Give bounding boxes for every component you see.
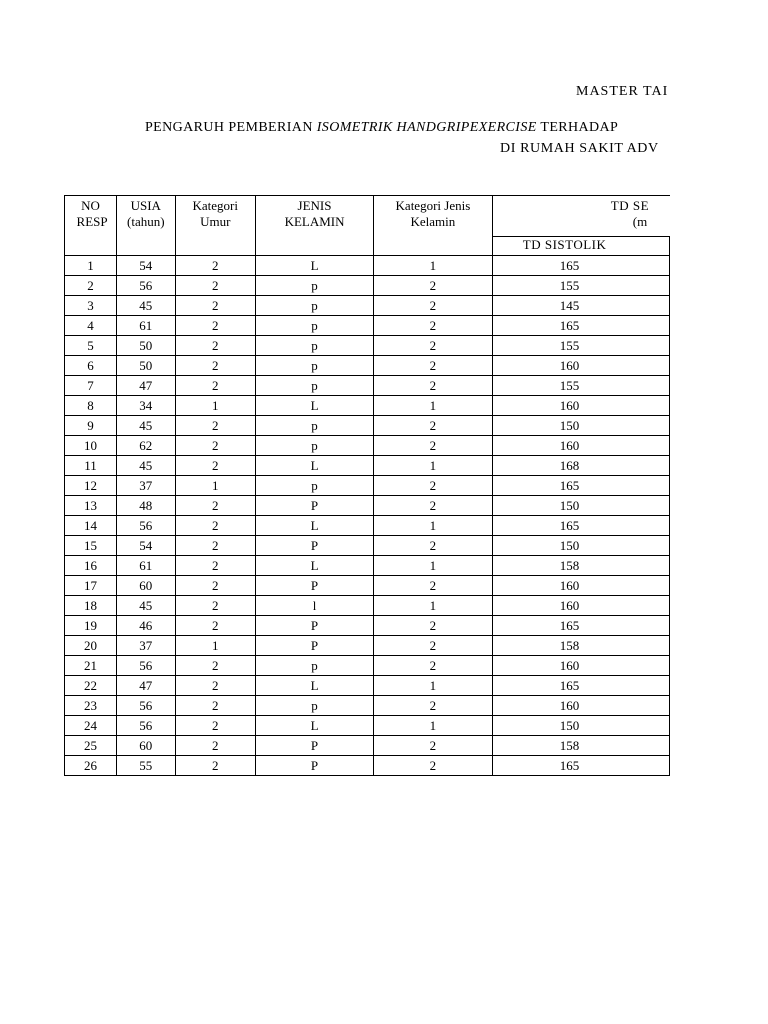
cell-jenis-kelamin: L <box>256 256 374 276</box>
cell-no-resp: 14 <box>65 516 117 536</box>
cell-no-resp: 13 <box>65 496 117 516</box>
table-row <box>65 556 670 576</box>
cell-kategori-jenis-kelamin: 1 <box>374 556 493 576</box>
col-header-usia <box>117 196 175 256</box>
table-row <box>65 296 670 316</box>
cell-kategori-umur: 2 <box>175 336 256 356</box>
cell-usia: 37 <box>117 476 175 496</box>
cell-jenis-kelamin: P <box>256 636 374 656</box>
cell-kategori-umur: 2 <box>175 376 256 396</box>
cell-usia: 48 <box>117 496 175 516</box>
cell-kategori-jenis-kelamin: 2 <box>374 536 493 556</box>
cell-no-resp: 6 <box>65 356 117 376</box>
col-header-no-resp <box>65 196 117 256</box>
cell-jenis-kelamin: P <box>256 756 374 776</box>
table-row <box>65 576 670 596</box>
col-header-td-group <box>492 196 669 237</box>
table-row <box>65 756 670 776</box>
cell-usia: 34 <box>117 396 175 416</box>
cell-kategori-jenis-kelamin: 2 <box>374 436 493 456</box>
cell-td-sistolik: 160 <box>492 396 669 416</box>
col-header-kategori-jenis-kelamin <box>374 196 493 256</box>
cell-usia: 47 <box>117 376 175 396</box>
cell-td-sistolik: 160 <box>492 356 669 376</box>
cell-kategori-jenis-kelamin: 1 <box>374 516 493 536</box>
cell-jenis-kelamin: p <box>256 336 374 356</box>
cell-usia: 45 <box>117 596 175 616</box>
cell-td-sistolik: 160 <box>492 576 669 596</box>
cell-no-resp: 25 <box>65 736 117 756</box>
cell-no-resp: 19 <box>65 616 117 636</box>
cell-usia: 56 <box>117 716 175 736</box>
cell-usia: 54 <box>117 256 175 276</box>
cell-jenis-kelamin: L <box>256 456 374 476</box>
cell-jenis-kelamin: P <box>256 616 374 636</box>
cell-td-sistolik: 165 <box>492 616 669 636</box>
cell-jenis-kelamin: p <box>256 436 374 456</box>
cell-jenis-kelamin: p <box>256 276 374 296</box>
cell-td-sistolik: 165 <box>492 756 669 776</box>
table-row <box>65 656 670 676</box>
cell-kategori-umur: 2 <box>175 716 256 736</box>
cell-td-sistolik: 165 <box>492 316 669 336</box>
cell-jenis-kelamin: P <box>256 576 374 596</box>
cell-td-sistolik: 160 <box>492 596 669 616</box>
cell-usia: 60 <box>117 576 175 596</box>
cell-kategori-jenis-kelamin: 1 <box>374 396 493 416</box>
cell-kategori-umur: 2 <box>175 496 256 516</box>
cell-kategori-umur: 2 <box>175 436 256 456</box>
cell-no-resp: 26 <box>65 756 117 776</box>
table-row <box>65 456 670 476</box>
cell-td-sistolik: 158 <box>492 636 669 656</box>
cell-td-sistolik: 155 <box>492 336 669 356</box>
col-header-kategori-jenis-kelamin-label: Kategori Jenis Kelamin <box>395 198 471 229</box>
cell-kategori-umur: 2 <box>175 616 256 636</box>
cell-usia: 37 <box>117 636 175 656</box>
table-row <box>65 516 670 536</box>
cell-kategori-umur: 2 <box>175 516 256 536</box>
table-row <box>65 276 670 296</box>
cell-kategori-umur: 2 <box>175 456 256 476</box>
table-body <box>65 256 670 776</box>
cell-kategori-jenis-kelamin: 2 <box>374 576 493 596</box>
subtitle-part1: PENGARUH PEMBERIAN <box>145 120 313 135</box>
cell-no-resp: 9 <box>65 416 117 436</box>
table-row <box>65 316 670 336</box>
page-subtitle-line2: DI RUMAH SAKIT ADV <box>500 141 659 156</box>
cell-kategori-jenis-kelamin: 2 <box>374 276 493 296</box>
cell-jenis-kelamin: p <box>256 416 374 436</box>
cell-jenis-kelamin: L <box>256 396 374 416</box>
cell-jenis-kelamin: p <box>256 376 374 396</box>
cell-usia: 50 <box>117 336 175 356</box>
cell-kategori-jenis-kelamin: 1 <box>374 716 493 736</box>
cell-no-resp: 12 <box>65 476 117 496</box>
table-row <box>65 596 670 616</box>
cell-jenis-kelamin: L <box>256 516 374 536</box>
cell-kategori-jenis-kelamin: 2 <box>374 316 493 336</box>
cell-td-sistolik: 165 <box>492 676 669 696</box>
col-header-td-group-unit: (m <box>632 214 648 229</box>
cell-kategori-jenis-kelamin: 2 <box>374 696 493 716</box>
cell-td-sistolik: 150 <box>492 716 669 736</box>
cell-td-sistolik: 150 <box>492 416 669 436</box>
cell-kategori-umur: 2 <box>175 256 256 276</box>
cell-kategori-jenis-kelamin: 2 <box>374 416 493 436</box>
cell-td-sistolik: 165 <box>492 516 669 536</box>
cell-usia: 47 <box>117 676 175 696</box>
cell-jenis-kelamin: p <box>256 356 374 376</box>
cell-kategori-umur: 2 <box>175 416 256 436</box>
cell-no-resp: 5 <box>65 336 117 356</box>
cell-kategori-umur: 2 <box>175 756 256 776</box>
cell-usia: 56 <box>117 276 175 296</box>
subtitle-part2: TERHADAP <box>540 120 619 135</box>
cell-usia: 62 <box>117 436 175 456</box>
cell-jenis-kelamin: L <box>256 716 374 736</box>
cell-td-sistolik: 168 <box>492 456 669 476</box>
cell-no-resp: 11 <box>65 456 117 476</box>
cell-no-resp: 7 <box>65 376 117 396</box>
cell-jenis-kelamin: p <box>256 696 374 716</box>
cell-kategori-umur: 2 <box>175 296 256 316</box>
cell-usia: 46 <box>117 616 175 636</box>
table-row <box>65 476 670 496</box>
cell-kategori-umur: 2 <box>175 276 256 296</box>
table-row <box>65 496 670 516</box>
table-row <box>65 636 670 656</box>
col-header-kategori-umur-label: Kategori Umur <box>192 198 238 229</box>
cell-usia: 55 <box>117 756 175 776</box>
table-row <box>65 416 670 436</box>
cell-usia: 54 <box>117 536 175 556</box>
col-header-usia-label: USIA <box>130 198 161 213</box>
cell-usia: 61 <box>117 556 175 576</box>
cell-no-resp: 2 <box>65 276 117 296</box>
col-header-td-sistolik-label: TD SISTOLIK <box>522 237 607 252</box>
cell-no-resp: 16 <box>65 556 117 576</box>
cell-jenis-kelamin: p <box>256 656 374 676</box>
cell-kategori-umur: 2 <box>175 576 256 596</box>
col-header-usia-unit: (tahun) <box>127 214 165 229</box>
cell-kategori-umur: 2 <box>175 356 256 376</box>
cell-td-sistolik: 160 <box>492 656 669 676</box>
cell-no-resp: 17 <box>65 576 117 596</box>
cell-no-resp: 24 <box>65 716 117 736</box>
cell-kategori-jenis-kelamin: 2 <box>374 296 493 316</box>
cell-no-resp: 23 <box>65 696 117 716</box>
cell-no-resp: 1 <box>65 256 117 276</box>
data-table <box>64 195 670 776</box>
col-header-td-sistolik <box>492 237 669 256</box>
col-header-td-group-label: TD SE <box>610 198 650 213</box>
table-row <box>65 336 670 356</box>
cell-kategori-umur: 2 <box>175 556 256 576</box>
cell-usia: 56 <box>117 516 175 536</box>
cell-usia: 45 <box>117 296 175 316</box>
cell-no-resp: 10 <box>65 436 117 456</box>
col-header-kategori-umur <box>175 196 256 256</box>
cell-kategori-umur: 2 <box>175 536 256 556</box>
cell-jenis-kelamin: p <box>256 316 374 336</box>
cell-kategori-jenis-kelamin: 2 <box>374 636 493 656</box>
cell-jenis-kelamin: p <box>256 296 374 316</box>
cell-kategori-jenis-kelamin: 1 <box>374 596 493 616</box>
cell-td-sistolik: 158 <box>492 736 669 756</box>
cell-td-sistolik: 160 <box>492 436 669 456</box>
cell-no-resp: 4 <box>65 316 117 336</box>
cell-no-resp: 8 <box>65 396 117 416</box>
cell-jenis-kelamin: p <box>256 476 374 496</box>
cell-no-resp: 20 <box>65 636 117 656</box>
table-row <box>65 396 670 416</box>
table-row <box>65 536 670 556</box>
cell-jenis-kelamin: l <box>256 596 374 616</box>
cell-kategori-umur: 1 <box>175 476 256 496</box>
cell-usia: 45 <box>117 416 175 436</box>
cell-td-sistolik: 160 <box>492 696 669 716</box>
table-row <box>65 256 670 276</box>
cell-kategori-umur: 2 <box>175 676 256 696</box>
cell-jenis-kelamin: P <box>256 496 374 516</box>
cell-kategori-umur: 1 <box>175 636 256 656</box>
cell-no-resp: 3 <box>65 296 117 316</box>
cell-usia: 50 <box>117 356 175 376</box>
cell-kategori-umur: 2 <box>175 696 256 716</box>
cell-jenis-kelamin: L <box>256 676 374 696</box>
cell-kategori-jenis-kelamin: 1 <box>374 676 493 696</box>
cell-kategori-jenis-kelamin: 2 <box>374 756 493 776</box>
cell-td-sistolik: 155 <box>492 276 669 296</box>
table-row <box>65 676 670 696</box>
table-row <box>65 356 670 376</box>
cell-td-sistolik: 150 <box>492 536 669 556</box>
cell-kategori-umur: 2 <box>175 596 256 616</box>
table-row <box>65 736 670 756</box>
cell-no-resp: 15 <box>65 536 117 556</box>
cell-usia: 60 <box>117 736 175 756</box>
cell-td-sistolik: 165 <box>492 476 669 496</box>
cell-kategori-jenis-kelamin: 2 <box>374 736 493 756</box>
cell-kategori-jenis-kelamin: 2 <box>374 356 493 376</box>
cell-kategori-jenis-kelamin: 2 <box>374 336 493 356</box>
cell-no-resp: 21 <box>65 656 117 676</box>
cell-usia: 56 <box>117 656 175 676</box>
table-row <box>65 716 670 736</box>
cell-no-resp: 22 <box>65 676 117 696</box>
table-row <box>65 376 670 396</box>
cell-kategori-jenis-kelamin: 2 <box>374 496 493 516</box>
cell-usia: 61 <box>117 316 175 336</box>
col-header-no-resp-label: NO RESP <box>76 198 108 229</box>
cell-td-sistolik: 150 <box>492 496 669 516</box>
cell-td-sistolik: 165 <box>492 256 669 276</box>
cell-kategori-jenis-kelamin: 2 <box>374 476 493 496</box>
cell-kategori-umur: 1 <box>175 396 256 416</box>
cell-td-sistolik: 145 <box>492 296 669 316</box>
cell-jenis-kelamin: P <box>256 736 374 756</box>
table-row <box>65 696 670 716</box>
cell-kategori-jenis-kelamin: 2 <box>374 616 493 636</box>
cell-kategori-umur: 2 <box>175 656 256 676</box>
col-header-jenis-kelamin-label: JENIS KELAMIN <box>284 198 345 229</box>
cell-no-resp: 18 <box>65 596 117 616</box>
cell-kategori-jenis-kelamin: 2 <box>374 376 493 396</box>
cell-td-sistolik: 158 <box>492 556 669 576</box>
cell-jenis-kelamin: P <box>256 536 374 556</box>
subtitle-italic: ISOMETRIK HANDGRIPEXERCISE <box>316 120 537 135</box>
cell-usia: 45 <box>117 456 175 476</box>
col-header-jenis-kelamin <box>256 196 374 256</box>
cell-kategori-umur: 2 <box>175 736 256 756</box>
cell-kategori-jenis-kelamin: 2 <box>374 656 493 676</box>
page-title: MASTER TAI <box>576 84 669 99</box>
cell-kategori-jenis-kelamin: 1 <box>374 456 493 476</box>
table-row <box>65 616 670 636</box>
cell-kategori-umur: 2 <box>175 316 256 336</box>
cell-usia: 56 <box>117 696 175 716</box>
table-row <box>65 436 670 456</box>
cell-td-sistolik: 155 <box>492 376 669 396</box>
cell-jenis-kelamin: L <box>256 556 374 576</box>
cell-kategori-jenis-kelamin: 1 <box>374 256 493 276</box>
